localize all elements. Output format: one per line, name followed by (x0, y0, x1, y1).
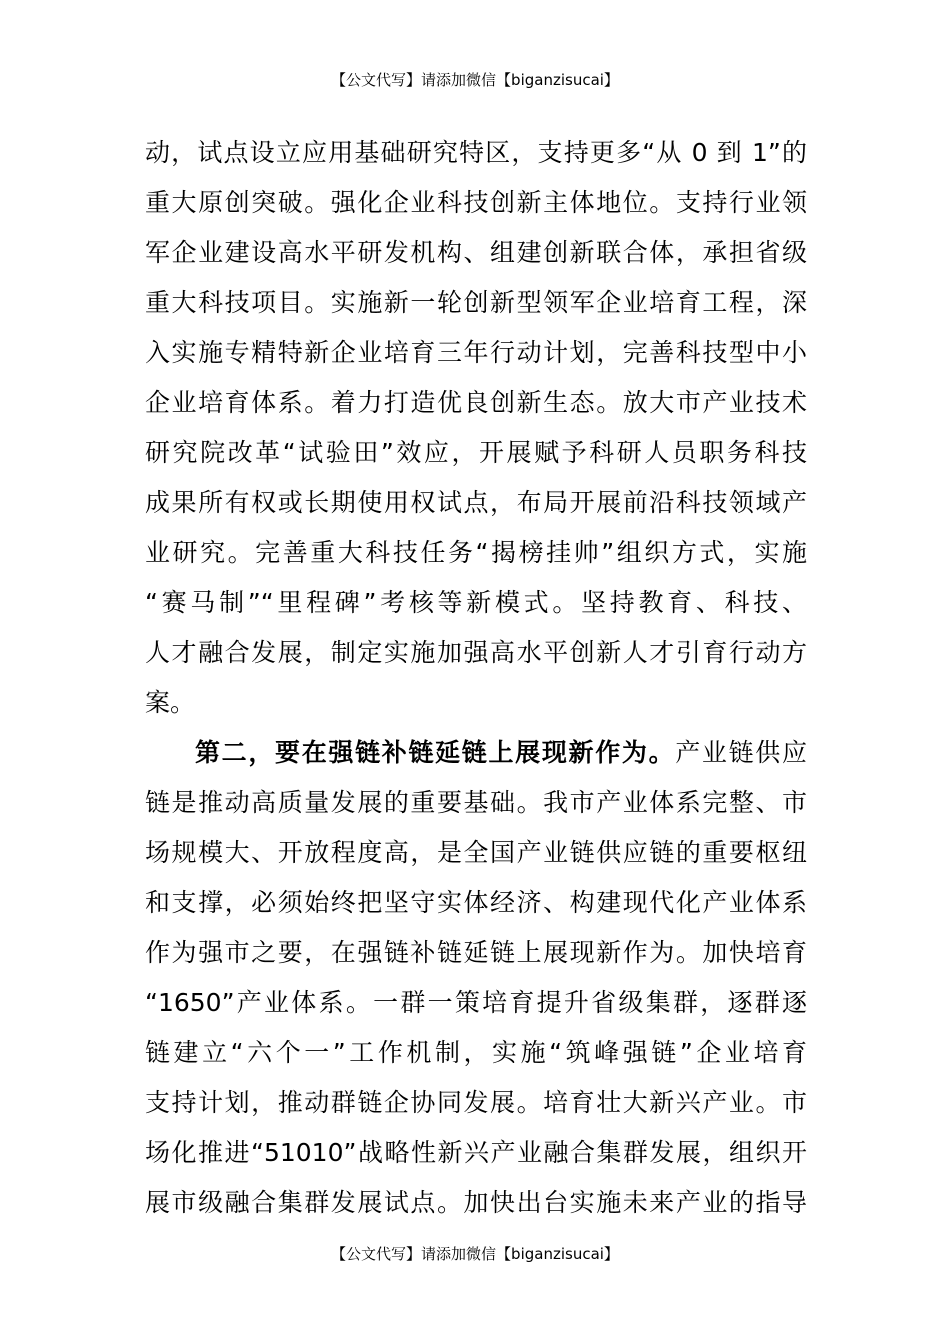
text-fragment: 产业链供应 (675, 738, 807, 767)
text-line: 企业培育体系。着力打造优良创新生态。放大市产业技术 (145, 388, 807, 417)
document-body (145, 128, 807, 1228)
text-line: 场规模大、开放程度高，是全国产业链供应链的重要枢纽 (145, 838, 807, 867)
text-line: 展市级融合集群发展试点。加快出台实施未来产业的指导 (145, 1188, 807, 1217)
text-line: 重大原创突破。强化企业科技创新主体地位。支持行业领 (145, 188, 807, 217)
text-line: 军企业建设高水平研发机构、组建创新联合体，承担省级 (145, 238, 807, 267)
text-line: 支持计划，推动群链企协同发展。培育壮大新兴产业。市 (145, 1088, 807, 1117)
text-line: “1650”产业体系。一群一策培育提升省级集群，逐群逐 (145, 988, 807, 1017)
text-line: 链建立“六个一”工作机制，实施“筑峰强链”企业培育 (145, 1038, 807, 1067)
page-header-watermark: 【公文代写】请添加微信【biganzisucai】 (331, 71, 619, 89)
page-footer-watermark: 【公文代写】请添加微信【biganzisucai】 (331, 1245, 619, 1263)
text-line: 场化推进“51010”战略性新兴产业融合集群发展，组织开 (145, 1138, 807, 1167)
text-line: 和支撑，必须始终把坚守实体经济、构建现代化产业体系 (145, 888, 807, 917)
text-line: 动，试点设立应用基础研究特区，支持更多“从 0 到 1”的 (145, 138, 807, 167)
text-line: 链是推动高质量发展的重要基础。我市产业体系完整、市 (145, 788, 807, 817)
text-line: 入实施专精特新企业培育三年行动计划，完善科技型中小 (145, 338, 807, 367)
text-line: “赛马制”“里程碑”考核等新模式。坚持教育、科技、 (145, 588, 807, 617)
text-line: 作为强市之要，在强链补链延链上展现新作为。加快培育 (145, 938, 807, 967)
text-line: 人才融合发展，制定实施加强高水平创新人才引育行动方 (145, 638, 807, 667)
text-line: 重大科技项目。实施新一轮创新型领军企业培育工程，深 (145, 288, 807, 317)
text-line: 业研究。完善重大科技任务“揭榜挂帅”组织方式，实施 (145, 538, 807, 567)
text-line: 研究院改革“试验田”效应，开展赋予科研人员职务科技 (145, 438, 807, 467)
text-line: 案。 (145, 688, 196, 717)
text-line: 成果所有权或长期使用权试点，布局开展前沿科技领域产 (145, 488, 807, 517)
paragraph2-first-line (145, 728, 807, 778)
section-heading: 第二，要在强链补链延链上展现新作为。 (195, 738, 676, 767)
